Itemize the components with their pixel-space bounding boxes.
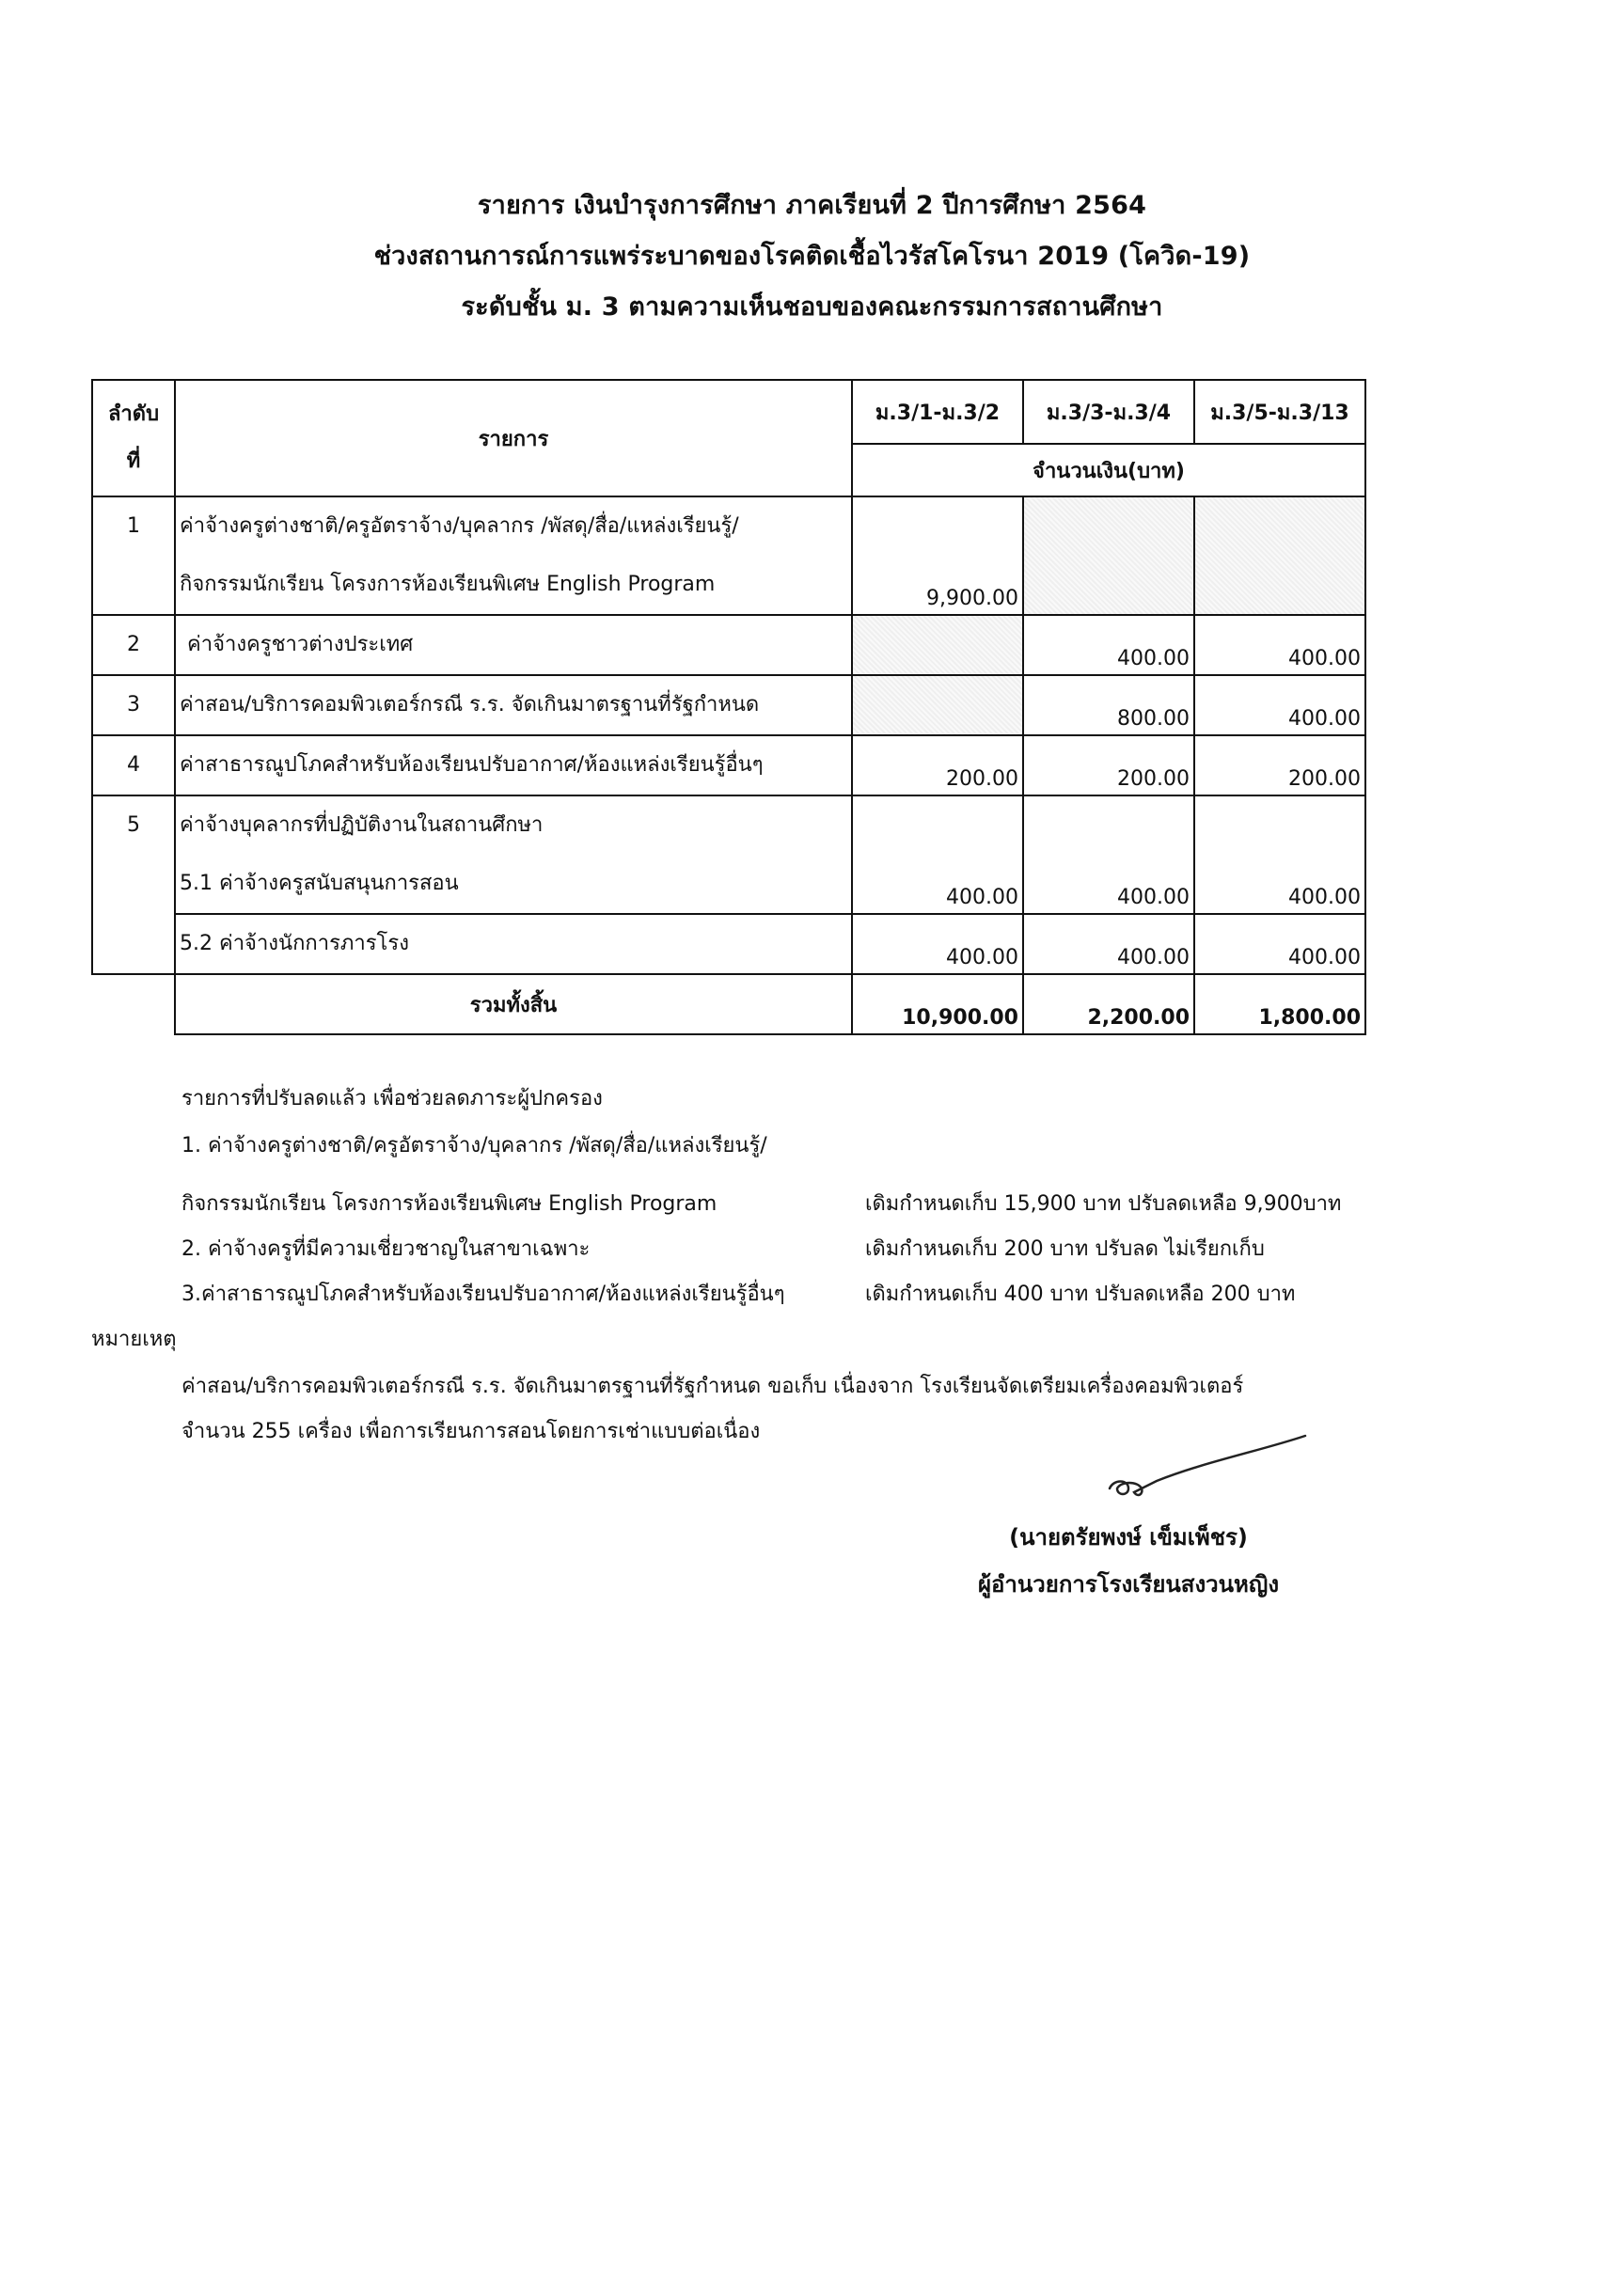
row-value-c: 400.00 — [1194, 675, 1365, 735]
header-col-b: ม.3/3-ม.3/4 — [1023, 380, 1194, 444]
header-no-line1: ลำดับ — [107, 402, 160, 426]
reduced-heading: รายการที่ปรับลดแล้ว เพื่อช่วยลดภาระผู้ปกครอง — [181, 1087, 603, 1110]
remark-heading: หมายเหตุ — [91, 1328, 177, 1351]
total-value-b: 2,200.00 — [1023, 974, 1194, 1034]
total-value-c: 1,800.00 — [1194, 974, 1365, 1034]
signature-block — [940, 1514, 1317, 1608]
row-value-b: 400.00 — [1023, 914, 1194, 974]
header-col-c: ม.3/5-ม.3/13 — [1194, 380, 1365, 444]
row-value-c: 400.00 — [1194, 615, 1365, 675]
row-item-line1: ค่าจ้างบุคลากรที่ปฏิบัติงานในสถานศึกษา — [180, 813, 544, 837]
header-no — [92, 380, 175, 496]
handwritten-signature — [1100, 1434, 1307, 1509]
row-item: ค่าจ้างครูชาวต่างประเทศ — [175, 615, 852, 675]
row-value-b: 200.00 — [1023, 735, 1194, 795]
header-item: รายการ — [175, 380, 852, 496]
row-no: 2 — [92, 615, 175, 675]
reduced-item-2: 2. ค่าจ้างครูที่มีความเชี่ยวชาญในสาขาเฉพาะ — [181, 1237, 591, 1261]
remark-line-1: ค่าสอน/บริการคอมพิวเตอร์กรณี ร.ร. จัดเกินมาตรฐานที่รัฐกำหนด ขอเก็บ เนื่องจาก โรงเรียนจัดเตรียมเครื่องคอมพิวเตอร์ — [181, 1375, 1244, 1398]
row-item-line2: 5.1 ค่าจ้างครูสนับสนุนการสอน — [180, 872, 459, 895]
row-value-b — [1023, 496, 1194, 615]
reduced-item-1-line2: กิจกรรมนักเรียน โครงการห้องเรียนพิเศษ English Program — [181, 1192, 717, 1216]
row-value-c: 400.00 — [1194, 914, 1365, 974]
row-value-a: 200.00 — [852, 735, 1023, 795]
fee-table — [91, 379, 1366, 1035]
row-no: 4 — [92, 735, 175, 795]
table-row — [92, 735, 1365, 795]
row-value-b: 400.00 — [1023, 795, 1194, 914]
document-title — [0, 181, 1624, 333]
title-line-3: ระดับชั้น ม. 3 ตามความเห็นชอบของคณะกรรมการสถานศึกษา — [461, 292, 1163, 322]
row-item — [175, 496, 852, 615]
row-value-a — [852, 615, 1023, 675]
signer-position: ผู้อำนวยการโรงเรียนสงวนหญิง — [977, 1571, 1280, 1598]
reduced-item-3-detail: เดิมกำหนดเก็บ 400 บาท ปรับลดเหลือ 200 บาท — [865, 1283, 1296, 1306]
reduced-item-3: 3.ค่าสาธารณูปโภคสำหรับห้องเรียนปรับอากาศ/ห้องแหล่งเรียนรู้อื่นๆ — [181, 1283, 785, 1306]
table-row — [92, 615, 1365, 675]
row-no: 3 — [92, 675, 175, 735]
reduced-item-2-detail: เดิมกำหนดเก็บ 200 บาท ปรับลด ไม่เรียกเก็บ — [865, 1237, 1265, 1261]
row-value-c: 200.00 — [1194, 735, 1365, 795]
row-value-b: 400.00 — [1023, 615, 1194, 675]
row-value-a — [852, 675, 1023, 735]
remark-line-2: จำนวน 255 เครื่อง เพื่อการเรียนการสอนโดยการเช่าแบบต่อเนื่อง — [181, 1420, 761, 1443]
total-value-a: 10,900.00 — [852, 974, 1023, 1034]
row-item: ค่าสอน/บริการคอมพิวเตอร์กรณี ร.ร. จัดเกินมาตรฐานที่รัฐกำหนด — [175, 675, 852, 735]
reduced-item-1-detail: เดิมกำหนดเก็บ 15,900 บาท ปรับลดเหลือ 9,900บาท — [865, 1192, 1342, 1216]
table-row — [92, 496, 1365, 615]
row-value-a: 400.00 — [852, 914, 1023, 974]
row-item-line2: กิจกรรมนักเรียน โครงการห้องเรียนพิเศษ English Program — [180, 573, 716, 596]
row-value-a: 9,900.00 — [852, 496, 1023, 615]
row-value-b: 800.00 — [1023, 675, 1194, 735]
table-row — [92, 914, 1365, 974]
table-row — [92, 675, 1365, 735]
signer-name: (นายตรัยพงษ์ เข็มเพ็ชร) — [1009, 1524, 1248, 1551]
title-line-2: ช่วงสถานการณ์การแพร่ระบาดของโรคติดเชื้อไวรัสโคโรนา 2019 (โควิด-19) — [373, 242, 1251, 271]
reduced-item-1-line1: 1. ค่าจ้างครูต่างชาติ/ครูอัตราจ้าง/บุคลากร /พัสดุ/สื่อ/แหล่งเรียนรู้/ — [181, 1134, 767, 1157]
header-no-line2: ที่ — [126, 449, 141, 473]
row-item-line1: ค่าจ้างครูต่างชาติ/ครูอัตราจ้าง/บุคลากร /พัสดุ/สื่อ/แหล่งเรียนรู้/ — [180, 514, 739, 538]
row-value-a: 400.00 — [852, 795, 1023, 914]
row-item: ค่าสาธารณูปโภคสำหรับห้องเรียนปรับอากาศ/ห้องแหล่งเรียนรู้อื่นๆ — [175, 735, 852, 795]
total-label: รวมทั้งสิ้น — [175, 974, 852, 1034]
row-no: 5 — [92, 795, 175, 974]
row-item — [175, 795, 852, 914]
row-value-c: 400.00 — [1194, 795, 1365, 914]
title-line-1: รายการ เงินบำรุงการศึกษา ภาคเรียนที่ 2 ปีการศึกษา 2564 — [477, 191, 1147, 220]
header-amount: จำนวนเงิน(บาท) — [852, 444, 1365, 496]
row-item: 5.2 ค่าจ้างนักการภารโรง — [175, 914, 852, 974]
total-row — [92, 974, 1365, 1034]
table-row — [92, 795, 1365, 914]
header-col-a: ม.3/1-ม.3/2 — [852, 380, 1023, 444]
row-value-c — [1194, 496, 1365, 615]
table-header-row — [92, 380, 1365, 444]
row-no: 1 — [92, 496, 175, 615]
